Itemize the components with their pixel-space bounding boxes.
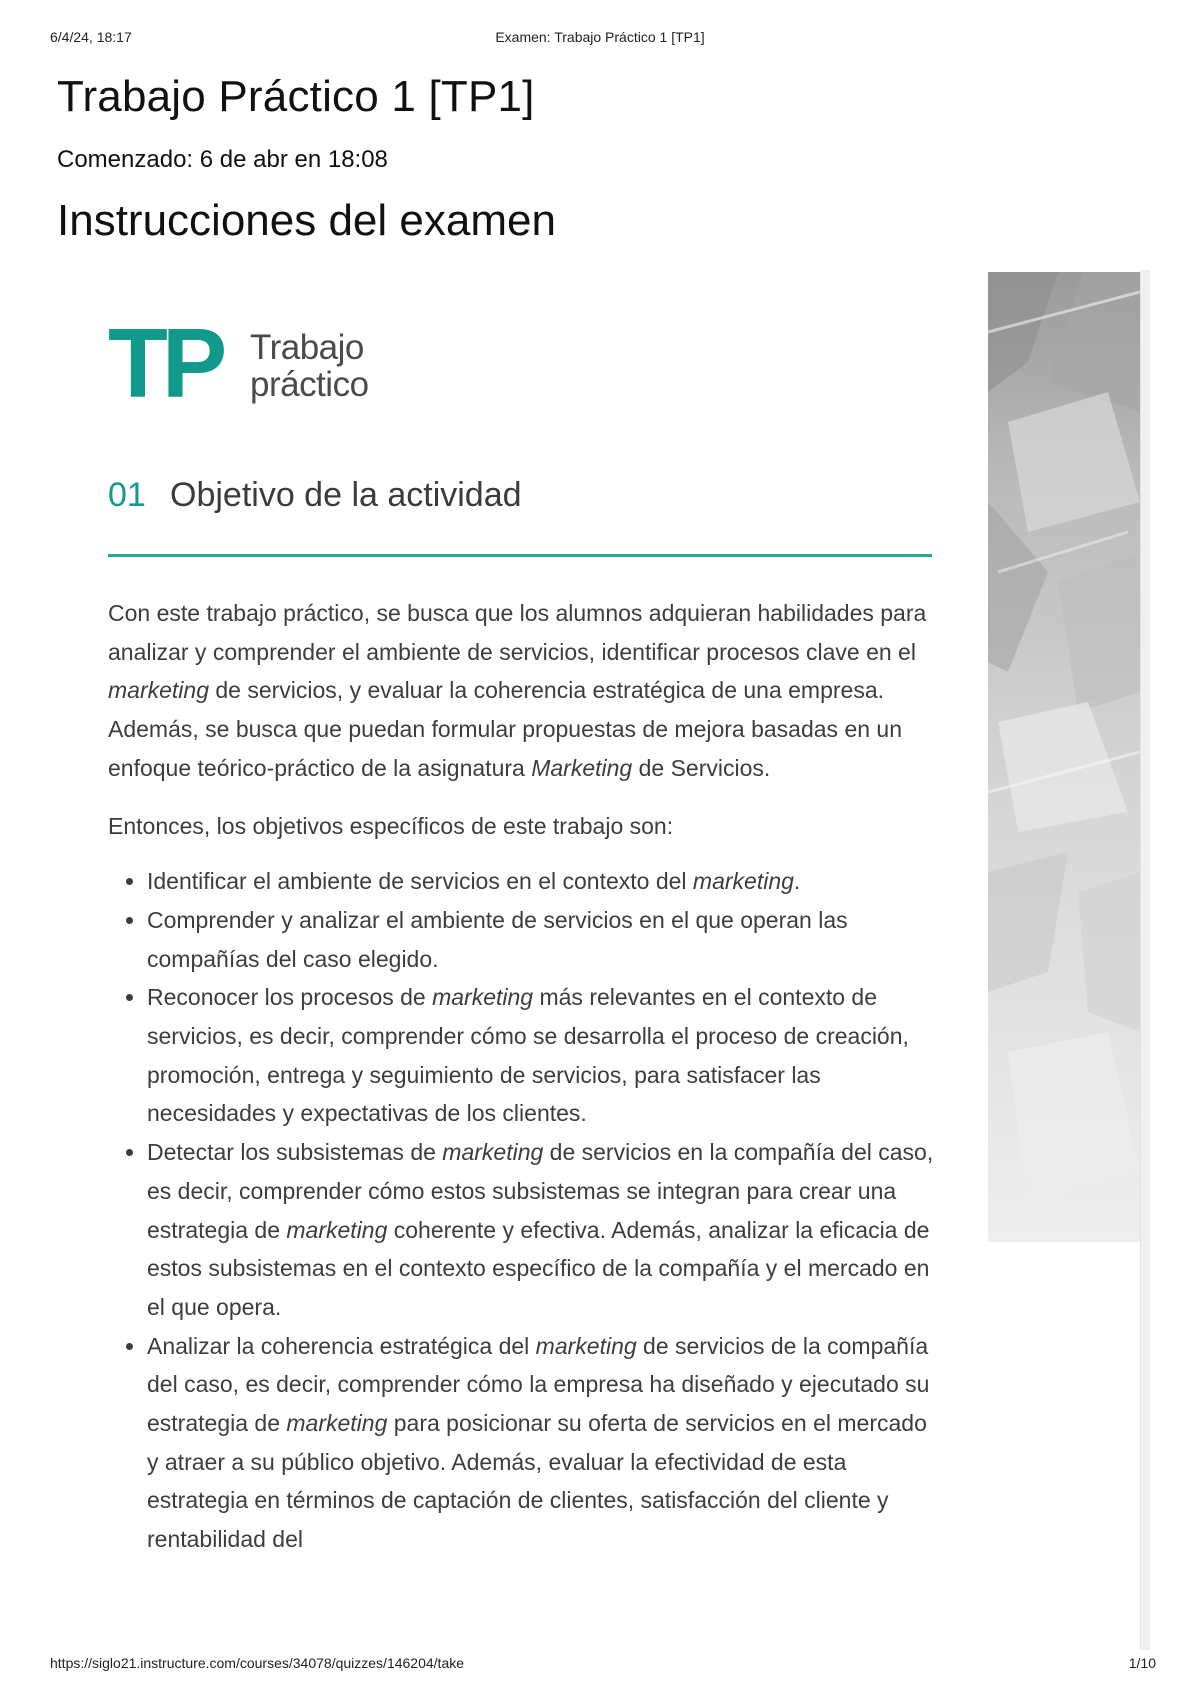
tp-logo-wordmark xyxy=(250,329,369,403)
print-header xyxy=(0,29,1200,49)
emphasis-text: Marketing xyxy=(531,754,633,781)
text-run: Detectar los subsistemas de xyxy=(147,1139,443,1166)
abstract-architecture-graphic xyxy=(988,272,1140,1242)
list-item xyxy=(147,1327,938,1559)
tp-logo-mark: TP xyxy=(108,308,222,418)
emphasis-text: marketing xyxy=(692,868,794,895)
quiz-title: Trabajo Práctico 1 [TP1] xyxy=(57,72,535,121)
text-run: Reconocer los procesos de xyxy=(147,984,433,1011)
text-run: . xyxy=(793,868,801,895)
objectives-list xyxy=(108,862,938,1559)
text-run: Identificar el ambiente de servicios en el contexto del xyxy=(147,868,693,895)
tp-logo-word-line2: práctico xyxy=(250,365,369,404)
section-heading xyxy=(108,476,932,557)
text-run: de servicios, y evaluar la coherencia estratégica de una empresa. Además, se busca que puedan formular propuestas de mejora basadas en un enfoque teórico-práctico de la asignatura xyxy=(108,677,903,781)
print-page-title: Examen: Trabajo Práctico 1 [TP1] xyxy=(495,29,705,45)
list-item xyxy=(147,862,938,901)
tp-logo-word-line1: Trabajo xyxy=(250,328,364,367)
text-run: Con este trabajo práctico, se busca que los alumnos adquieran habilidades para analizar y comprender el ambiente de servicios, identificar procesos clave en el xyxy=(108,600,927,665)
list-item xyxy=(147,1133,938,1327)
text-run: de servicios en la compañía del caso, es decir, comprender cómo estos subsistemas se integran para crear una estrategia de xyxy=(147,1139,934,1243)
emphasis-text: marketing xyxy=(432,984,534,1011)
decorative-side-image xyxy=(988,272,1140,1242)
text-run: de Servicios. xyxy=(632,754,771,781)
emphasis-text: marketing xyxy=(286,1410,388,1437)
activity-content xyxy=(108,594,938,1559)
started-timestamp: Comenzado: 6 de abr en 18:08 xyxy=(57,146,388,173)
page-url[interactable]: https://siglo21.instructure.com/courses/34078/quizzes/146204/take xyxy=(50,1655,465,1671)
text-run: más relevantes en el contexto de servicios, es decir, comprender cómo se desarrolla el proceso de creación, promoción, entrega y seguimiento de servicios, para satisfacer las necesidades y expectativas de los clientes. xyxy=(147,984,909,1127)
instructions-heading: Instrucciones del examen xyxy=(57,196,556,245)
intro-paragraph xyxy=(108,594,938,788)
text-run: coherente y efectiva. Además, analizar la eficacia de estos subsistemas en el contexto específico de la compañía y el mercado en el que opera. xyxy=(147,1216,930,1320)
list-item: • Comprender y analizar el ambiente de servicios en el que operan las compañías del caso elegido. xyxy=(147,901,938,978)
emphasis-text: marketing xyxy=(286,1216,388,1243)
section-number: 01 xyxy=(108,476,146,514)
text-run: para posicionar su oferta de servicios en el mercado y atraer a su público objetivo. Además, evaluar la efectividad de esta estrategia en términos de captación de clientes, satisfacción del cliente y rentabilidad del xyxy=(147,1410,927,1553)
emphasis-text: marketing xyxy=(442,1139,544,1166)
text-run: de servicios de la compañía del caso, es decir, comprender cómo la empresa ha diseñado y ejecutado su estrategia de xyxy=(147,1332,930,1437)
text-run: Analizar la coherencia estratégica del xyxy=(147,1332,536,1359)
emphasis-text: marketing xyxy=(535,1332,637,1359)
print-datetime: 6/4/24, 18:17 xyxy=(50,29,132,45)
objectives-lead: Entonces, los objetivos específicos de este trabajo son: xyxy=(108,812,674,839)
emphasis-text: marketing xyxy=(108,677,209,704)
page-counter: 1/10 xyxy=(1128,1655,1156,1671)
section-title: Objetivo de la actividad xyxy=(170,476,522,514)
scrollbar[interactable] xyxy=(1140,270,1150,1650)
list-item xyxy=(147,978,938,1133)
